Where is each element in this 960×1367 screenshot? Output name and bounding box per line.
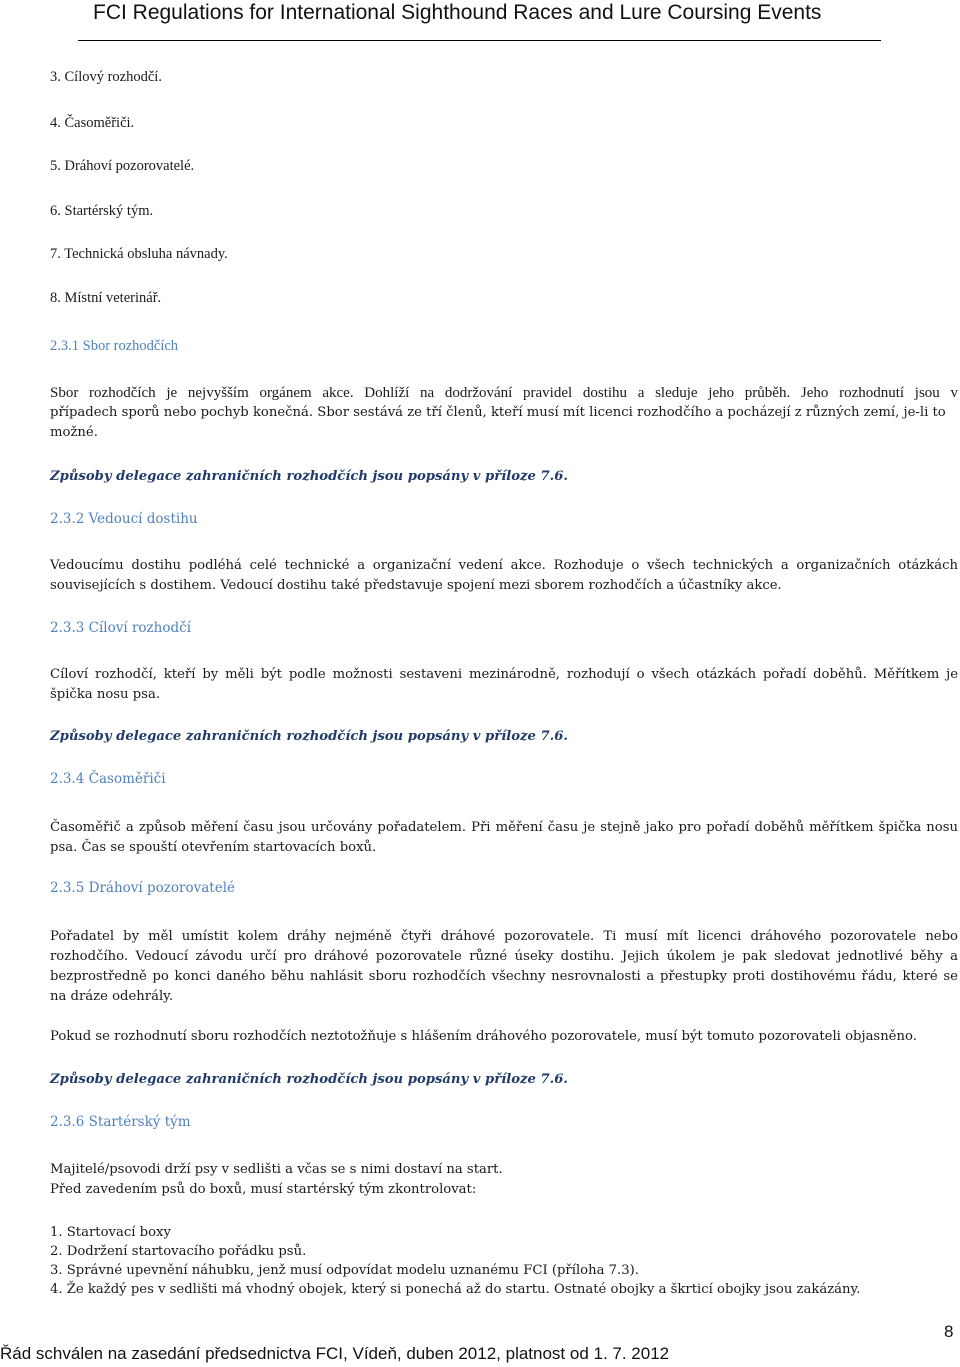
page-header-title: FCI Regulations for International Sighthound Races and Lure Coursing Events (93, 1, 822, 24)
section-heading-2-3-3: 2.3.3 Cíloví rozhodčí (50, 620, 192, 636)
list-item: 8. Místní veterinář. (50, 290, 162, 306)
section-2-3-1-paragraph-cont: případech sporů nebo pochyb konečná. Sbor sestává ze tří členů, kteří musí mít licenci rozhodčího a pocházejí z různých zemí, je-li to možné. (50, 405, 946, 440)
section-heading-2-3-4: 2.3.4 Časoměřiči (50, 771, 166, 787)
page-number: 8 (944, 1322, 954, 1341)
section-2-3-6-intro: Majitelé/psovodi drží psy v sedlišti a včas se s nimi dostaví na start. Před zavedením psů do boxů, musí startérský tým zkontrolovat: (50, 1162, 503, 1197)
list-item: 6. Startérský tým. (50, 203, 154, 219)
list-item: 2. Dodržení startovacího pořádku psů. (50, 1244, 307, 1259)
list-item: 7. Technická obsluha návnady. (50, 246, 228, 262)
delegation-note: Způsoby delegace zahraničních rozhodčích jsou popsány v příloze 7.6. (50, 729, 569, 744)
list-item: 4. Časoměřiči. (50, 115, 135, 131)
section-heading-2-3-1: 2.3.1 Sbor rozhodčích (50, 338, 179, 354)
section-heading-2-3-2: 2.3.2 Vedoucí dostihu (50, 511, 198, 527)
section-2-3-4-paragraph: Časoměřič a způsob měření času jsou určovány pořadatelem. Při měření času je stejně jako pro pořadí doběhů měřítkem špička nosu psa. Čas se spouští otevřením startovacích boxů. (50, 820, 958, 855)
delegation-note: Způsoby delegace zahraničních rozhodčích jsou popsány v příloze 7.6. (50, 1072, 569, 1087)
startup-checklist (50, 1223, 958, 1299)
list-item: 4. Že každý pes v sedlišti má vhodný obojek, který si ponechá až do startu. Ostnaté obojky a škrticí obojky jsou zakázány. (50, 1282, 861, 1297)
section-2-3-1-paragraph: Sbor rozhodčích je nejvyšším orgánem akce. Dohlíží na dodržování pravidel dostihu a sleduje jeho průběh. Jeho rozhodnutí jsou v (50, 385, 958, 401)
delegation-note: Způsoby delegace zahraničních rozhodčích jsou popsány v příloze 7.6. (50, 469, 569, 484)
list-item: 5. Dráhoví pozorovatelé. (50, 158, 195, 174)
section-heading-2-3-6: 2.3.6 Startérský tým (50, 1114, 191, 1130)
section-2-3-2-paragraph: Vedoucímu dostihu podléhá celé technické a organizační vedení akce. Rozhoduje o všech technických a organizačních otázkách souvisejících s dostihem. Vedoucí dostihu také představuje spojení mezi sborem rozhodčích a účastníky akce. (50, 558, 958, 593)
section-heading-2-3-5: 2.3.5 Dráhoví pozorovatelé (50, 880, 236, 896)
section-2-3-5-paragraph: Pořadatel by měl umístit kolem dráhy nejméně čtyři dráhové pozorovatele. Ti musí mít licenci dráhového pozorovatele nebo rozhodčího. Vedoucí závodu určí pro dráhové pozorovatele různé úseky dostihu. Jejich úkolem je pak sledovat jednotlivé běhy a bezprostředně po konci daného běhu nahlásit sboru rozhodčích všechny nesrovnalosti a přestupky proti dostihovému řádu, které se na dráze odehrály. (50, 929, 958, 1004)
list-item: 1. Startovací boxy (50, 1225, 171, 1240)
section-2-3-3-paragraph: Cíloví rozhodčí, kteří by měli být podle možnosti sestaveni mezinárodně, rozhodují o všech otázkách pořadí doběhů. Měřítkem je špička nosu psa. (50, 667, 958, 702)
section-2-3-5-paragraph-2: Pokud se rozhodnutí sboru rozhodčích neztotožňuje s hlášením dráhového pozorovatele, musí být tomuto pozorovateli objasněno. (50, 1029, 917, 1044)
list-item: 3. Cílový rozhodčí. (50, 69, 162, 85)
header-rule (78, 40, 881, 41)
list-item: 3. Správné upevnění náhubku, jenž musí odpovídat modelu uznanému FCI (příloha 7.3). (50, 1263, 639, 1278)
footer-text: Řád schválen na zasedání předsednictva FCI, Vídeň, duben 2012, platnost od 1. 7. 2012 (0, 1344, 670, 1363)
